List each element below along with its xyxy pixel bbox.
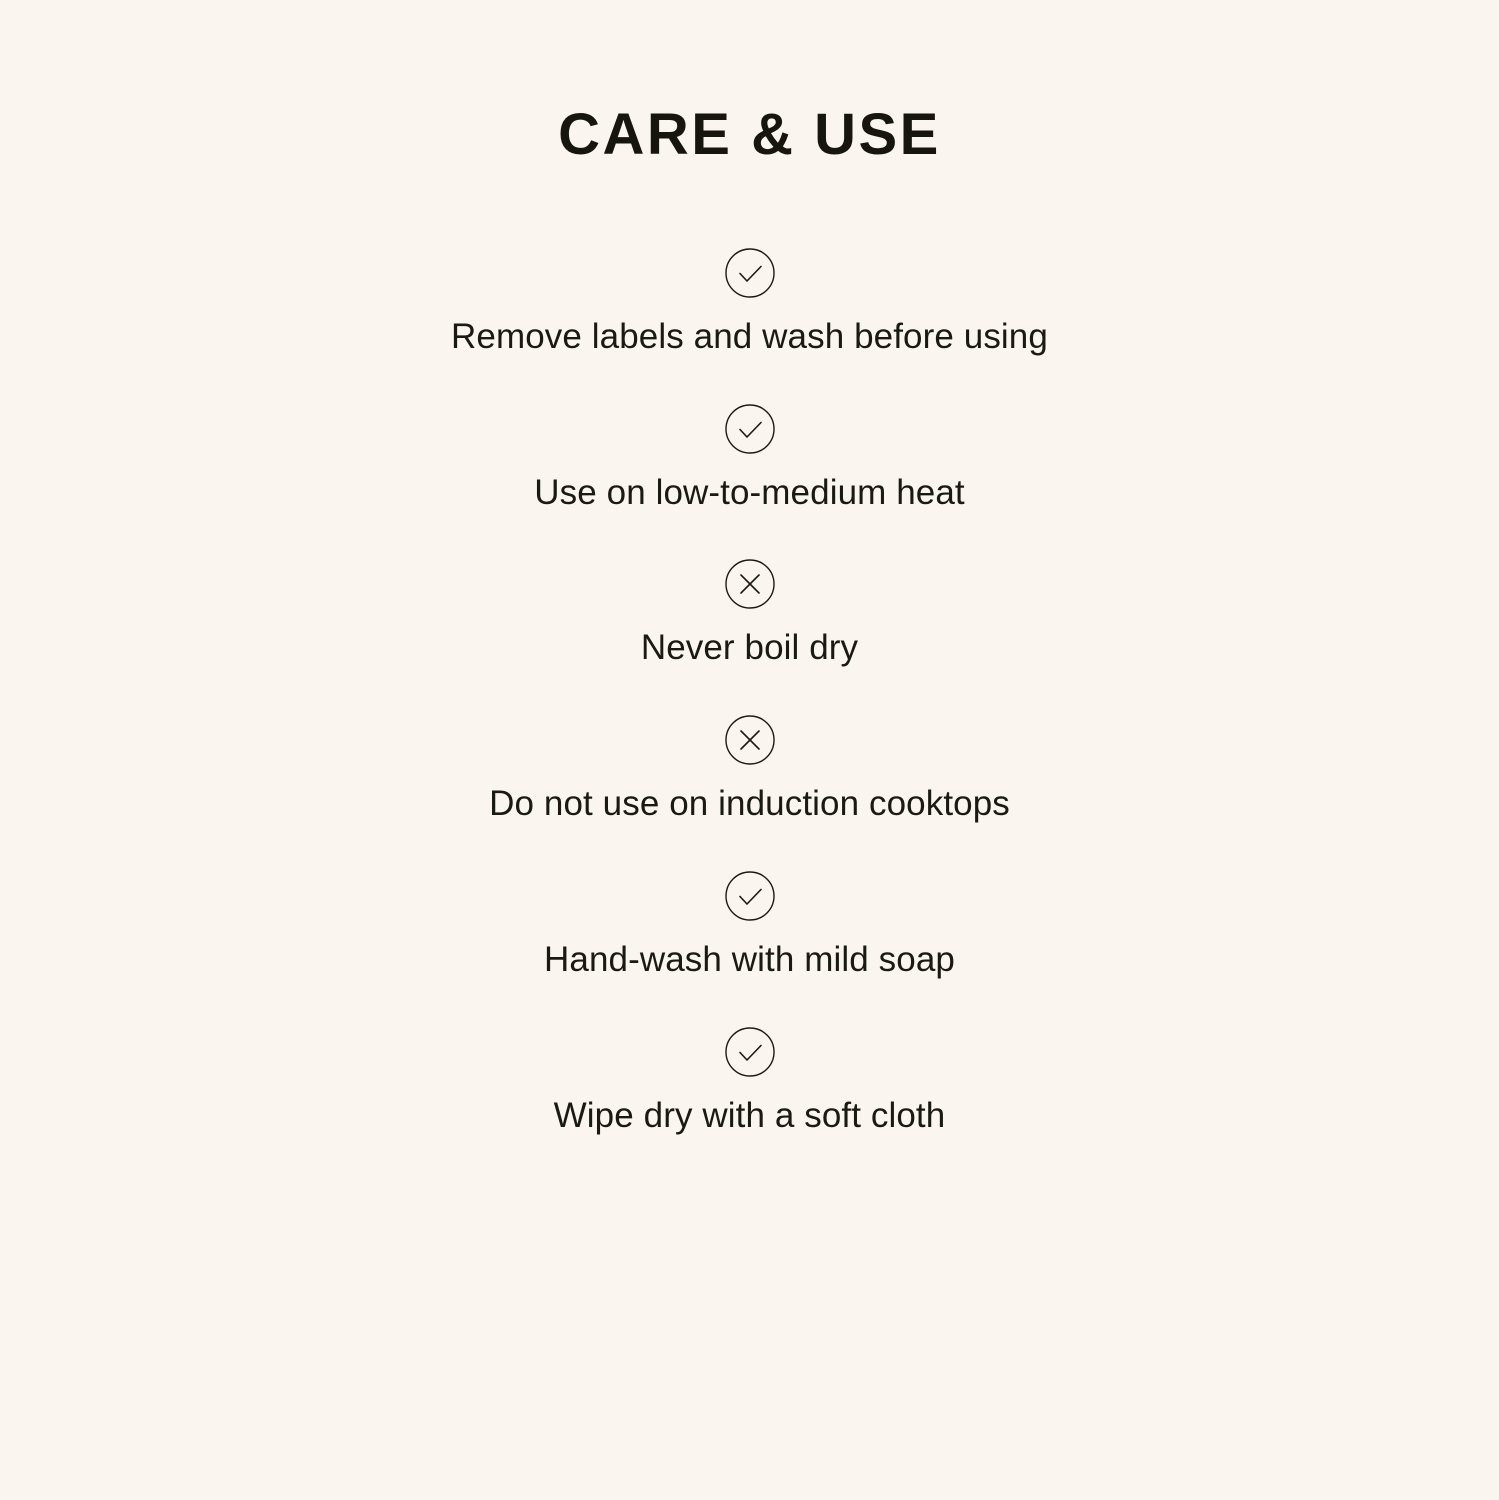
list-item-label: Hand-wash with mild soap: [544, 939, 955, 979]
check-circle-icon: [724, 403, 776, 455]
list-item: [0, 714, 1499, 826]
check-circle-icon: [724, 1026, 776, 1078]
check-circle-icon: [724, 247, 776, 299]
list-item: [0, 558, 1499, 670]
check-circle-icon: [724, 870, 776, 922]
list-item: [0, 247, 1499, 359]
x-circle-icon: [724, 714, 776, 766]
list-item: [0, 870, 1499, 982]
list-item-label: Use on low-to-medium heat: [534, 472, 965, 512]
list-item-label: Never boil dry: [640, 628, 859, 668]
page-title: CARE & USE: [558, 102, 941, 167]
list-item-label: Wipe dry with a soft cloth: [553, 1095, 946, 1135]
list-item-label: Do not use on induction cooktops: [489, 784, 1010, 824]
list-item: [0, 403, 1499, 515]
list-item: [0, 1026, 1499, 1138]
x-circle-icon: [724, 558, 776, 610]
list-item-label: Remove labels and wash before using: [451, 316, 1048, 356]
care-instructions-list: [0, 247, 1499, 1138]
